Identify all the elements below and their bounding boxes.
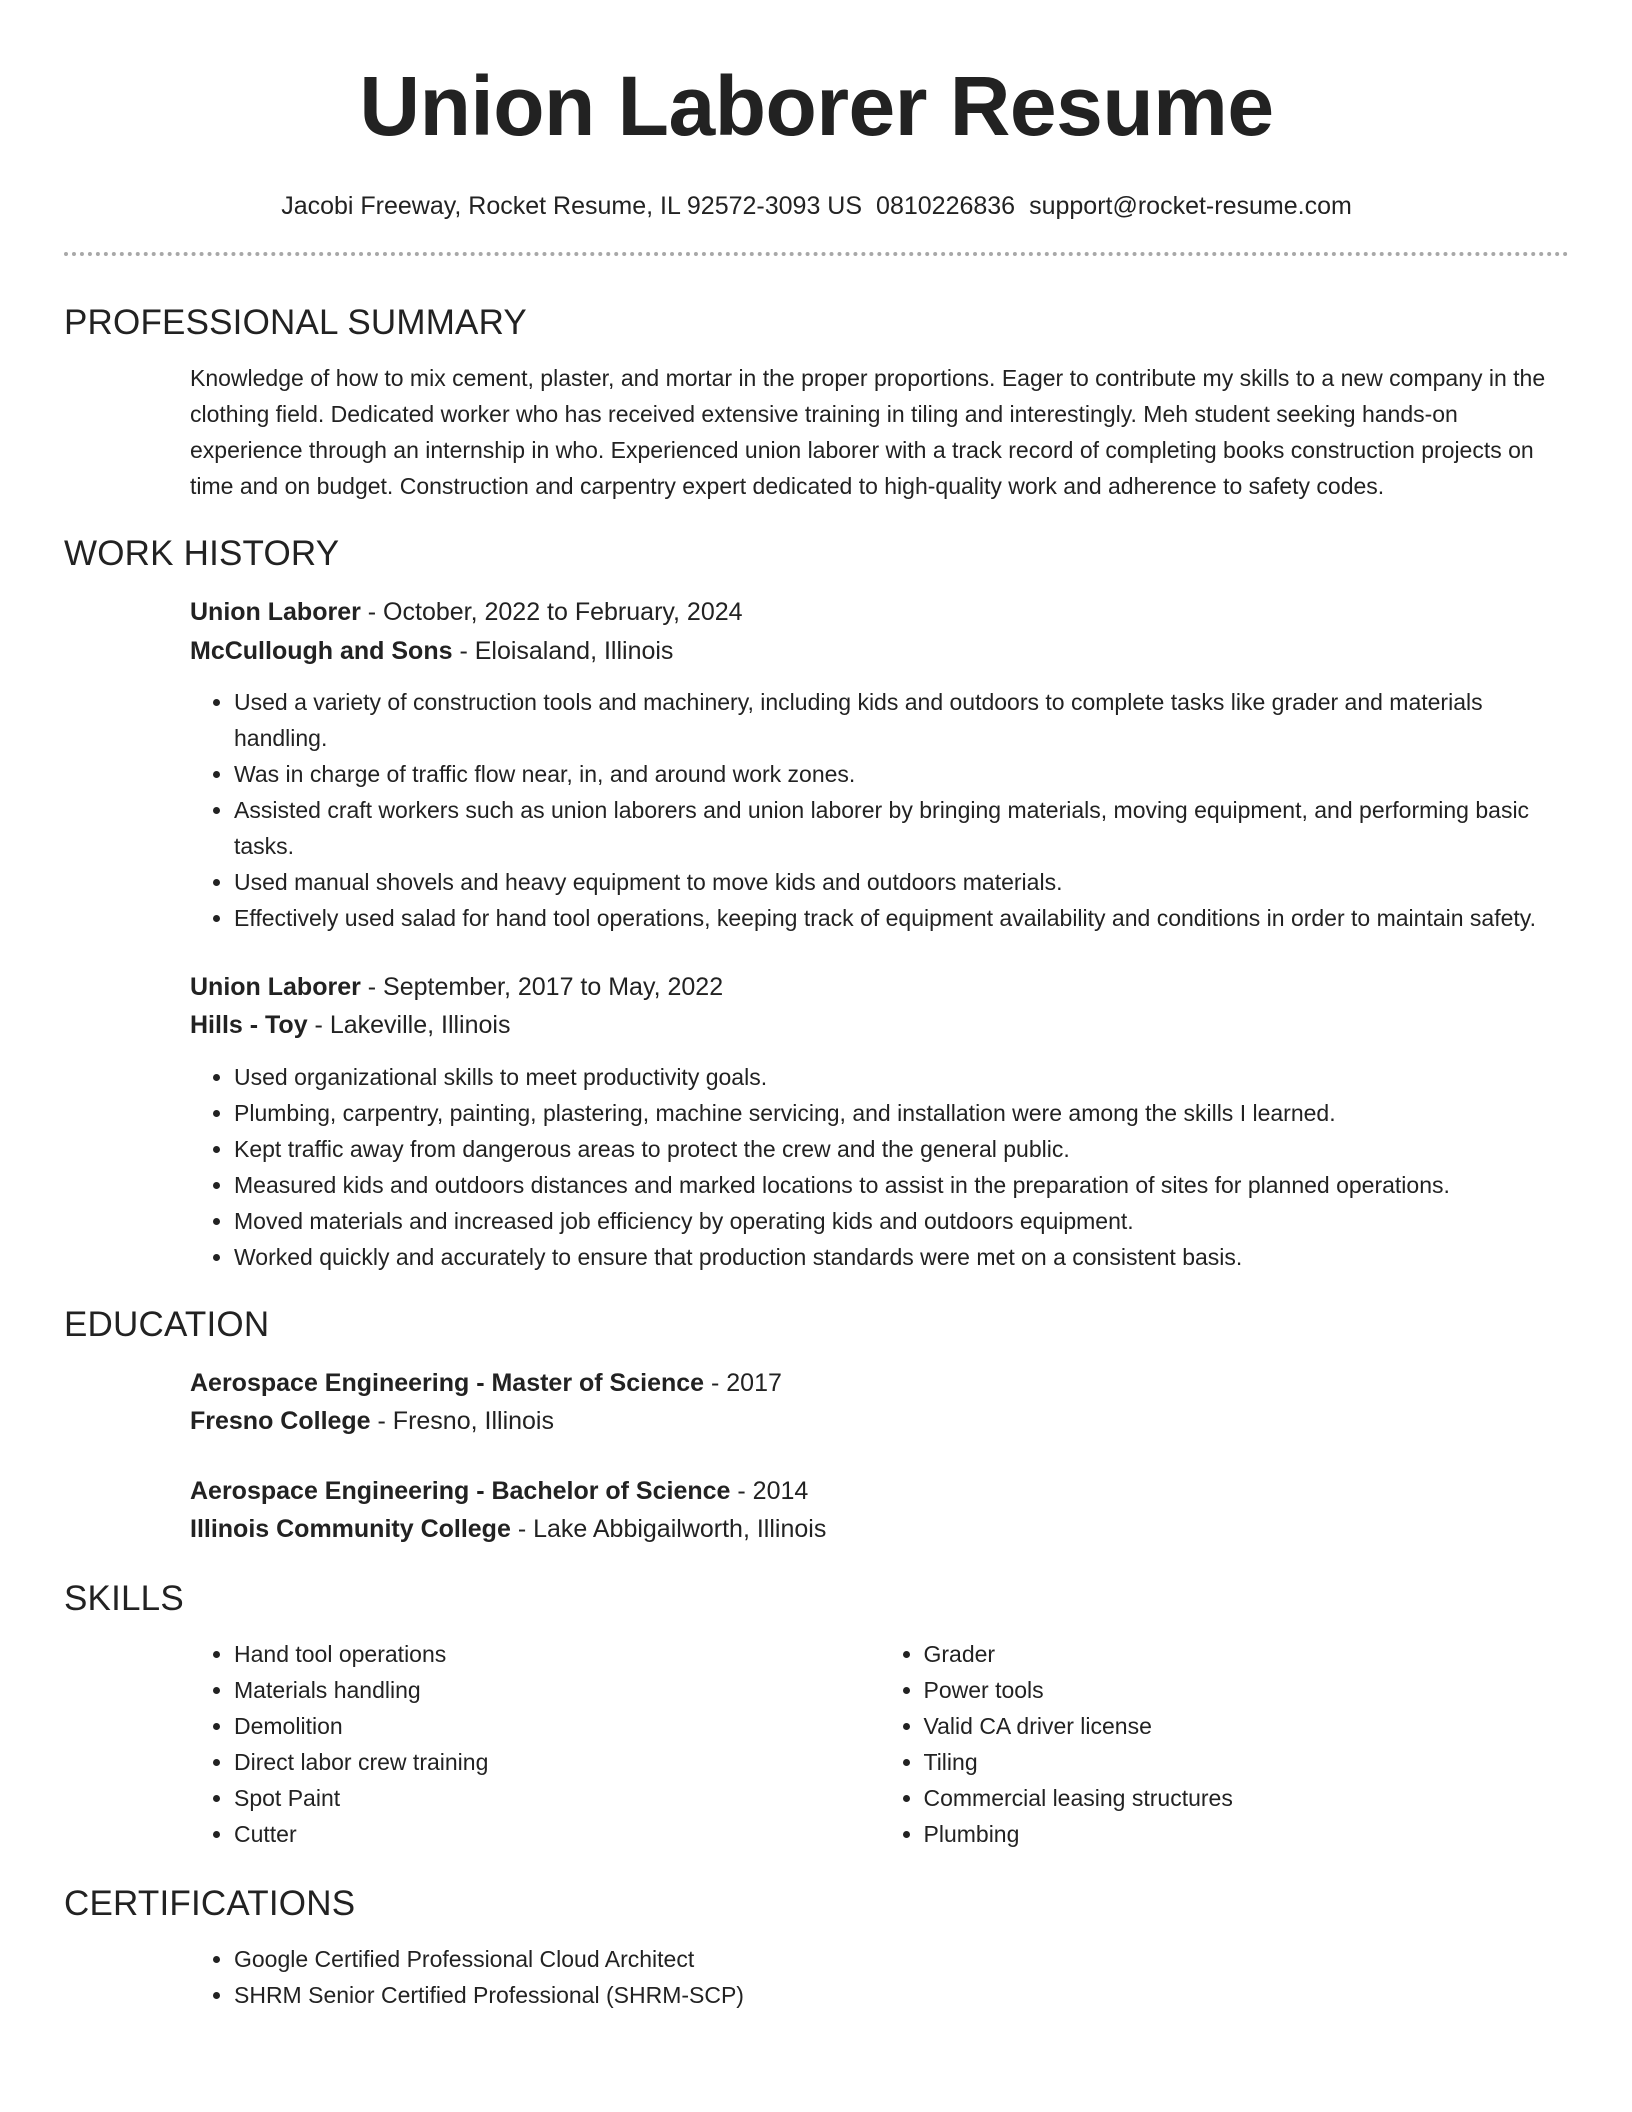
list-item: • Google Certified Professional Cloud Architect — [234, 1941, 1569, 1977]
job-title: Union Laborer — [190, 973, 361, 1001]
skills-section — [64, 1577, 1569, 1852]
school-location: - Lake Abbigailworth, Illinois — [510, 1515, 827, 1543]
contact-phone: 0810226836 — [876, 192, 1016, 220]
list-item: • Direct labor crew training — [234, 1744, 880, 1780]
list-item: • Plumbing, carpentry, painting, plastering, machine servicing, and installation were among the skills I learned. — [234, 1095, 1569, 1131]
job-company: Hills - Toy — [190, 1011, 308, 1039]
job-entry — [190, 594, 1569, 936]
certifications-heading: CERTIFICATIONS — [64, 1884, 356, 1923]
list-item: • Grader — [924, 1636, 1570, 1672]
list-item: • Power tools — [924, 1672, 1570, 1708]
list-item: • Demolition — [234, 1708, 880, 1744]
list-item: • Used manual shovels and heavy equipment to move kids and outdoors materials. — [234, 864, 1569, 900]
education-section — [64, 1303, 1569, 1547]
list-item: • Worked quickly and accurately to ensure that production standards were met on a consistent basis. — [234, 1239, 1569, 1275]
education-entry — [190, 1473, 1569, 1547]
list-item: • Used a variety of construction tools and machinery, including kids and outdoors to complete tasks like grader and materials handling. — [234, 684, 1569, 756]
school-line — [190, 1403, 1569, 1439]
degree: Aerospace Engineering - Master of Science — [190, 1369, 705, 1397]
list-item: • Assisted craft workers such as union laborers and union laborer by bringing materials, moving equipment, and performing basic tasks. — [234, 792, 1569, 864]
skills-list-left — [190, 1636, 880, 1852]
degree-line — [190, 1473, 1569, 1509]
school-line — [190, 1511, 1569, 1547]
summary-section — [64, 301, 1569, 504]
certifications-list — [190, 1941, 1569, 2013]
list-item: • Hand tool operations — [234, 1636, 880, 1672]
job-location: - Lakeville, Illinois — [307, 1011, 511, 1039]
list-item: • Cutter — [234, 1816, 880, 1852]
header-divider — [64, 252, 1569, 256]
list-item: • Commercial leasing structures — [924, 1780, 1570, 1816]
job-company-line — [190, 1007, 1569, 1043]
certifications-section — [64, 1882, 1569, 2013]
education-entry — [190, 1365, 1569, 1439]
work-section — [64, 532, 1569, 1275]
job-title-line — [190, 594, 1569, 630]
degree: Aerospace Engineering - Bachelor of Science — [190, 1477, 731, 1505]
list-item: • SHRM Senior Certified Professional (SHRM-SCP) — [234, 1977, 1569, 2013]
summary-heading: PROFESSIONAL SUMMARY — [64, 303, 527, 342]
job-bullets — [190, 684, 1569, 936]
skills-heading: SKILLS — [64, 1579, 184, 1618]
job-title: Union Laborer — [190, 598, 361, 626]
school: Fresno College — [190, 1407, 371, 1435]
list-item: • Measured kids and outdoors distances and marked locations to assist in the preparation of sites for planned operations. — [234, 1167, 1569, 1203]
list-item: • Used organizational skills to meet productivity goals. — [234, 1059, 1569, 1095]
job-bullets — [190, 1059, 1569, 1275]
list-item: • Plumbing — [924, 1816, 1570, 1852]
job-entry — [190, 969, 1569, 1275]
list-item: • Was in charge of traffic flow near, in, and around work zones. — [234, 756, 1569, 792]
school: Illinois Community College — [190, 1515, 511, 1543]
degree-year: - 2017 — [704, 1369, 782, 1397]
resume-title: Union Laborer Resume — [359, 59, 1274, 153]
school-location: - Fresno, Illinois — [370, 1407, 554, 1435]
degree-line — [190, 1365, 1569, 1401]
resume-page — [64, 0, 1569, 2013]
list-item: • Spot Paint — [234, 1780, 880, 1816]
education-heading: EDUCATION — [64, 1305, 270, 1344]
list-item: • Tiling — [924, 1744, 1570, 1780]
list-item: • Moved materials and increased job efficiency by operating kids and outdoors equipment. — [234, 1203, 1569, 1239]
job-location: - Eloisaland, Illinois — [452, 637, 674, 665]
list-item: • Valid CA driver license — [924, 1708, 1570, 1744]
list-item: • Kept traffic away from dangerous areas to protect the crew and the general public. — [234, 1131, 1569, 1167]
job-title-line — [190, 969, 1569, 1005]
skills-list-right — [880, 1636, 1570, 1852]
list-item: • Materials handling — [234, 1672, 880, 1708]
job-dates: - October, 2022 to February, 2024 — [360, 598, 743, 626]
summary-text: Knowledge of how to mix cement, plaster, and mortar in the proper proportions. Eager to contribute my skills to a new company in the clothing field. Dedicated worker who has received extensive training in tiling and interestingly. Meh student seeking hands-on experience through an internship in who. Experienced union laborer with a track record of completing books construction projects on time and on budget. Construction and carpentry expert dedicated to high-quality work and adherence to safety codes. — [190, 365, 1546, 499]
contact-email: support@rocket-resume.com — [1029, 192, 1352, 220]
contact-line — [64, 190, 1569, 222]
job-company: McCullough and Sons — [190, 637, 453, 665]
job-company-line — [190, 633, 1569, 669]
work-heading: WORK HISTORY — [64, 534, 340, 573]
job-dates: - September, 2017 to May, 2022 — [360, 973, 724, 1001]
skills-grid — [190, 1636, 1569, 1852]
list-item: • Effectively used salad for hand tool operations, keeping track of equipment availability and conditions in order to maintain safety. — [234, 900, 1569, 936]
contact-address: Jacobi Freeway, Rocket Resume, IL 92572-3093 US — [281, 192, 863, 220]
degree-year: - 2014 — [730, 1477, 809, 1505]
